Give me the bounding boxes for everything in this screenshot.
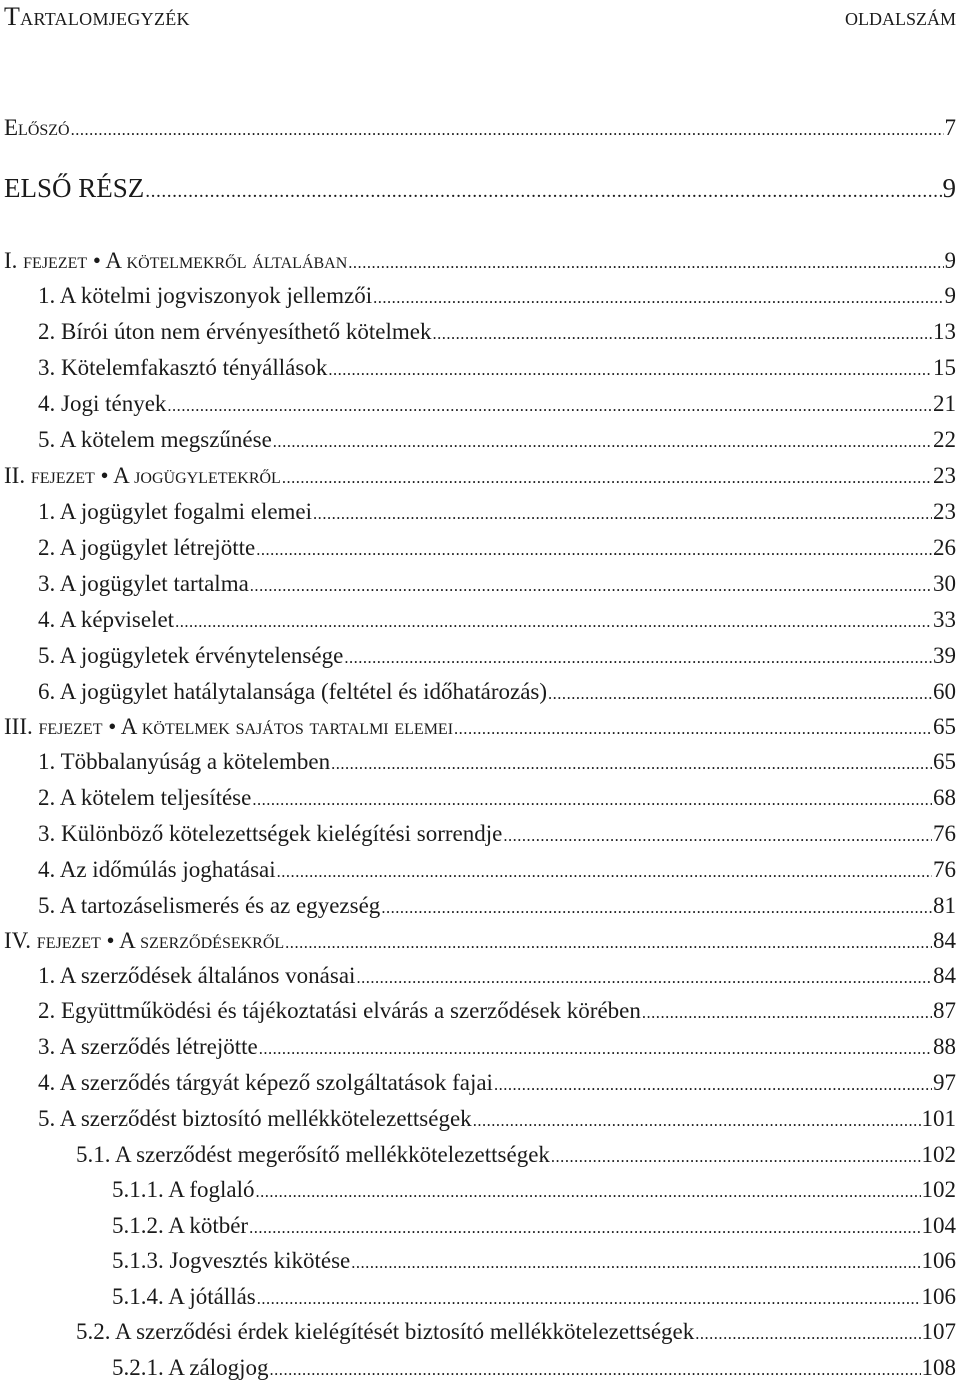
toc-entry-page-number: 76	[933, 821, 956, 846]
toc-entry-label: 6. A jogügylet hatálytalansága (feltétel és időhatározás)	[38, 679, 548, 704]
toc-entry[interactable]	[38, 785, 956, 811]
toc-entry-label: 5.1.3. Jogvesztés kikötése	[112, 1248, 351, 1273]
toc-entry-label: 4. Jogi tények	[38, 391, 167, 416]
dot-leader	[328, 360, 932, 380]
toc-entry[interactable]	[38, 643, 956, 669]
dot-leader	[356, 968, 932, 988]
toc-entry[interactable]	[112, 1284, 956, 1310]
toc-entry-page-number: 23	[933, 463, 956, 488]
dot-leader	[71, 120, 944, 140]
toc-entry-page-number: 21	[933, 391, 956, 416]
toc-entry[interactable]	[38, 998, 956, 1024]
toc-entry-label: Előszó	[4, 115, 70, 140]
toc-entry-page-number: 39	[933, 643, 956, 668]
toc-entry-label: ELSŐ RÉSZ	[4, 173, 145, 203]
toc-entry-page-number: 102	[921, 1142, 956, 1167]
toc-entry-page-number: 15	[933, 355, 956, 380]
dot-leader	[344, 648, 932, 668]
toc-entry-label: II. fejezet • A jogügyletekről	[4, 463, 281, 488]
dot-leader	[270, 1360, 921, 1380]
dot-leader	[348, 253, 943, 273]
toc-entry[interactable]	[112, 1355, 956, 1381]
toc-entry-label: IV. fejezet • A szerződésekről	[4, 928, 285, 953]
toc-entry-page-number: 81	[933, 893, 956, 918]
toc-entry-label: 4. A képviselet	[38, 607, 175, 632]
toc-entry-label: I. fejezet • A kötelmekről általában	[4, 248, 348, 273]
dot-leader	[167, 396, 932, 416]
toc-entry-label: 5.1.4. A jótállás	[112, 1284, 256, 1309]
toc-entry[interactable]	[38, 749, 956, 775]
toc-entry-page-number: 108	[921, 1355, 956, 1380]
toc-entry-page-number: 60	[933, 679, 956, 704]
toc-entry[interactable]	[38, 535, 956, 561]
toc-entry-label: 1. A kötelmi jogviszonyok jellemzői	[38, 283, 373, 308]
toc-entry-label: 4. Az időmúlás joghatásai	[38, 857, 276, 882]
dot-leader	[494, 1075, 932, 1095]
toc-entry[interactable]	[38, 499, 956, 525]
dot-leader	[277, 862, 932, 882]
toc-entry-page-number: 7	[944, 115, 956, 140]
toc-entry[interactable]	[38, 821, 956, 847]
toc-entry[interactable]	[38, 679, 956, 705]
toc-entry-page-number: 9	[944, 248, 956, 273]
toc-entry-page-number: 104	[921, 1213, 956, 1238]
dot-leader	[313, 504, 932, 524]
dot-leader	[454, 719, 932, 739]
toc-entry-page-number: 26	[933, 535, 956, 560]
toc-entry-label: 2. A jogügylet létrejötte	[38, 535, 256, 560]
toc-entry-label: 5.1.2. A kötbér	[112, 1213, 249, 1238]
dot-leader	[373, 288, 943, 308]
toc-entry-label: 1. A jogügylet fogalmi elemei	[38, 499, 313, 524]
toc-entry[interactable]	[38, 319, 956, 345]
toc-entry-page-number: 13	[933, 319, 956, 344]
toc-entry[interactable]	[38, 893, 956, 919]
toc-entry-page-number: 106	[921, 1248, 956, 1273]
toc-entry[interactable]	[38, 355, 956, 381]
toc-entry-label: 5.2. A szerződési érdek kielégítését biztosító mellékkötelezettségek	[76, 1319, 695, 1344]
toc-entry-label: 5.1. A szerződést megerősítő mellékkötelezettségek	[76, 1142, 550, 1167]
dot-leader	[642, 1003, 932, 1023]
dot-leader	[255, 1182, 920, 1202]
dot-leader	[175, 612, 932, 632]
dot-leader	[285, 933, 932, 953]
dot-leader	[249, 1218, 920, 1238]
dot-leader	[250, 576, 932, 596]
toc-entry-page-number: 65	[933, 714, 956, 739]
toc-entry-page-number: 9	[944, 283, 956, 308]
toc-entry-label: 3. A jogügylet tartalma	[38, 571, 249, 596]
toc-entry-page-number: 76	[933, 857, 956, 882]
toc-entry[interactable]	[112, 1213, 956, 1239]
toc-entry[interactable]	[38, 607, 956, 633]
page-header	[0, 0, 960, 40]
toc-entry-label: 1. Többalanyúság a kötelemben	[38, 749, 331, 774]
toc-entry-label: 5.2.1. A zálogjog	[112, 1355, 269, 1380]
toc-entry-page-number: 107	[921, 1319, 956, 1344]
toc-entry-page-number: 106	[921, 1284, 956, 1309]
dot-leader	[259, 1039, 932, 1059]
dot-leader	[273, 432, 932, 452]
dot-leader	[145, 181, 941, 203]
dot-leader	[351, 1253, 920, 1273]
toc-entry-page-number: 102	[921, 1177, 956, 1202]
toc-entry-page-number: 23	[933, 499, 956, 524]
toc-entry[interactable]	[38, 391, 956, 417]
dot-leader	[256, 540, 932, 560]
toc-entry[interactable]	[76, 1142, 956, 1168]
dot-leader	[548, 684, 932, 704]
toc-entry[interactable]	[4, 463, 956, 489]
toc-entry-page-number: 33	[933, 607, 956, 632]
toc-entry-label: 3. A szerződés létrejötte	[38, 1034, 258, 1059]
toc-entry-label: 5. A szerződést biztosító mellékkötelezettségek	[38, 1106, 472, 1131]
toc-entry-page-number: 9	[942, 173, 956, 203]
toc-entry[interactable]	[38, 571, 956, 597]
dot-leader	[503, 826, 932, 846]
page-number-column-label: oldalszám	[845, 2, 956, 31]
toc-entry-label: 5. A tartozáselismerés és az egyezség	[38, 893, 381, 918]
toc-entry[interactable]	[4, 928, 956, 954]
toc-entry[interactable]	[4, 248, 956, 274]
toc-entry[interactable]	[38, 1106, 956, 1132]
toc-entry-label: 1. A szerződések általános vonásai	[38, 963, 356, 988]
toc-entry-page-number: 30	[933, 571, 956, 596]
toc-entry[interactable]	[38, 1070, 956, 1096]
dot-leader	[432, 324, 932, 344]
toc-entry[interactable]	[38, 427, 956, 453]
toc-entry-page-number: 97	[933, 1070, 956, 1095]
toc-entry-label: 4. A szerződés tárgyát képező szolgáltatások fajai	[38, 1070, 493, 1095]
toc-entry-label: 5. A jogügyletek érvénytelensége	[38, 643, 344, 668]
toc-entry[interactable]	[38, 283, 956, 309]
toc-entry[interactable]	[112, 1177, 956, 1203]
toc-entry[interactable]	[76, 1319, 956, 1345]
toc-entry-page-number: 101	[921, 1106, 956, 1131]
toc-entry[interactable]	[38, 857, 956, 883]
toc-entry-label: III. fejezet • A kötelmek sajátos tartalmi elemei	[4, 714, 454, 739]
toc-entry-page-number: 87	[933, 998, 956, 1023]
dot-leader	[331, 754, 932, 774]
dot-leader	[551, 1147, 921, 1167]
dot-leader	[695, 1324, 920, 1344]
toc-entry-page-number: 65	[933, 749, 956, 774]
toc-entry-label: 5. A kötelem megszűnése	[38, 427, 272, 452]
toc-entry[interactable]	[38, 963, 956, 989]
dot-leader	[473, 1111, 921, 1131]
toc-entry-label: 5.1.1. A foglaló	[112, 1177, 255, 1202]
toc-entry[interactable]	[38, 1034, 956, 1060]
toc-entry-label: 3. Kötelemfakasztó tényállások	[38, 355, 328, 380]
toc-entry-label: 2. Együttműködési és tájékoztatási elvárás a szerződések körében	[38, 998, 641, 1023]
toc-entry-label: 2. Bírói úton nem érvényesíthető kötelmek	[38, 319, 432, 344]
toc-entry[interactable]	[112, 1248, 956, 1274]
toc-entry-page-number: 68	[933, 785, 956, 810]
toc-entry[interactable]	[4, 714, 956, 740]
page-title: Tartalomjegyzék	[4, 2, 190, 31]
toc-entry[interactable]	[4, 115, 956, 141]
toc-entry-page-number: 88	[933, 1034, 956, 1059]
toc-entry[interactable]	[4, 173, 956, 204]
toc-entry-page-number: 22	[933, 427, 956, 452]
dot-leader	[257, 1289, 921, 1309]
toc-entry-label: 2. A kötelem teljesítése	[38, 785, 252, 810]
dot-leader	[282, 468, 932, 488]
toc-entry-page-number: 84	[933, 963, 956, 988]
dot-leader	[381, 898, 932, 918]
dot-leader	[252, 790, 932, 810]
toc-entry-page-number: 84	[933, 928, 956, 953]
toc-entry-label: 3. Különböző kötelezettségek kielégítési sorrendje	[38, 821, 503, 846]
